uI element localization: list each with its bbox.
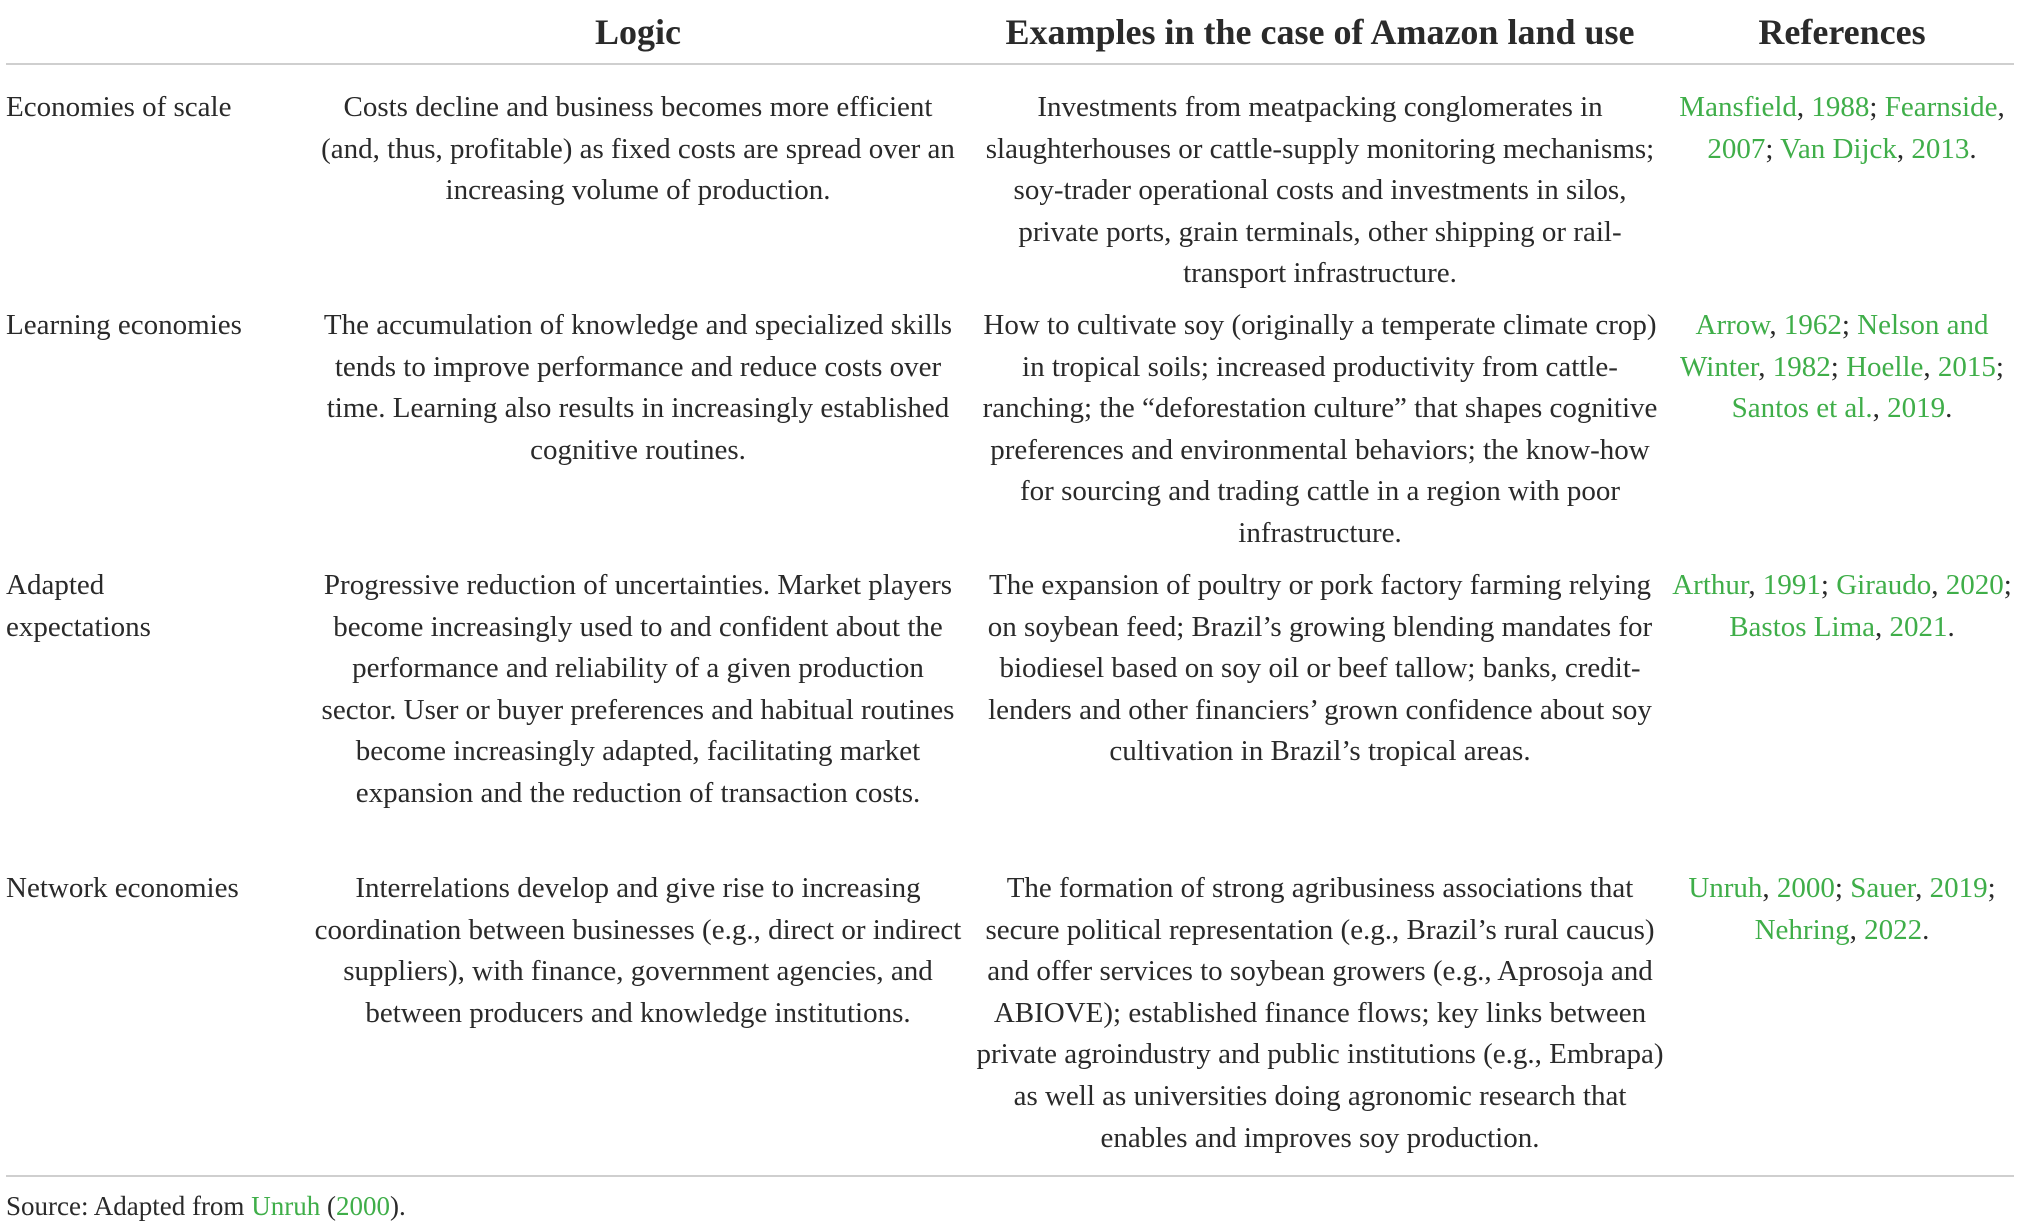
reference-comma: , — [1875, 610, 1890, 643]
reference-comma: , — [1849, 913, 1865, 946]
source-close-paren: ). — [389, 1191, 406, 1221]
row-label: Economies of scale — [6, 91, 232, 123]
logic-cell: Interrelations develop and give rise to increasing coordination between businesses (e.g., direct or indirect suppliers), with finance, government agencies, and between producers and knowledge institutions. — [314, 872, 962, 1029]
reference-separator: ; — [1830, 350, 1839, 383]
reference-year-link[interactable]: 2000 — [1776, 872, 1835, 904]
reference-year-link[interactable]: 2015 — [1937, 350, 1996, 383]
header-logic: Logic — [595, 12, 681, 52]
table-header — [6, 0, 2014, 64]
reference-separator: ; — [1987, 872, 1996, 904]
source-open-paren: ( — [320, 1191, 336, 1221]
reference-comma: , — [1997, 91, 2005, 123]
reference-comma: , — [1758, 350, 1773, 383]
reference-separator: ; — [1869, 91, 1878, 123]
logic-cell: Costs decline and business becomes more efficient (and, thus, profitable) as fixed costs are spread over an increasing volume of production. — [321, 91, 955, 207]
header-examples: Examples in the case of Amazon land use — [1005, 12, 1635, 52]
header-divider — [6, 63, 2014, 65]
reference-year-link[interactable]: 2019 — [1929, 872, 1988, 904]
references-cell — [1670, 565, 2014, 815]
reference-comma: , — [1923, 350, 1938, 383]
reference-year-link[interactable]: 2021 — [1889, 610, 1948, 643]
reference-year-link[interactable]: 1988 — [1811, 91, 1870, 123]
source-note — [6, 1191, 406, 1222]
reference-separator: ; — [2003, 569, 2012, 601]
reference-year-link[interactable]: 1991 — [1762, 569, 1821, 601]
reference-year-link[interactable]: 1962 — [1783, 309, 1842, 341]
table-row — [6, 868, 2014, 1159]
reference-year-link[interactable]: 2022 — [1864, 913, 1923, 946]
references-cell — [1670, 87, 2014, 295]
examples-cell: The formation of strong agribusiness associations that secure political representation (e.g., Brazil’s rural caucus) and offer services to soybean growers (e.g., Aprosoja and ABIOVE); established finance flows; key links between private agroindustry and public institutions (e.g., Embrapa) as well as universities doing agronomic research that enables and improves soy production. — [976, 872, 1664, 1154]
reference-author-link[interactable]: Santos et al. — [1731, 392, 1873, 425]
reference-author-link[interactable]: Nelson and Winter — [1680, 309, 1989, 383]
reference-comma: , — [1915, 872, 1930, 904]
examples-cell: Investments from meatpacking conglomerates in slaughterhouses or cattle-supply monitoring mechanisms; soy-trader operational costs and investments in silos, private ports, grain terminals, other shipping or rail-transport infrastructure. — [985, 91, 1655, 290]
reference-year-link[interactable]: 1982 — [1772, 350, 1831, 383]
reference-separator: . — [1947, 610, 1955, 643]
reference-separator: ; — [1765, 132, 1774, 165]
reference-author-link[interactable]: Arthur — [1672, 569, 1749, 601]
reference-separator: . — [1945, 392, 1953, 425]
reference-separator: ; — [1995, 350, 2004, 383]
logic-cell: Progressive reduction of uncertainties. Market players become increasingly used to and confident about the performance and reliability of a given production sector. User or buyer preferences and habitual routines become increasingly adapted, facilitating market expansion and the reduction of transaction costs. — [321, 569, 955, 809]
reference-year-link[interactable]: 2007 — [1707, 132, 1766, 165]
row-label: Learning economies — [6, 309, 242, 341]
source-prefix: Source: Adapted from — [6, 1191, 252, 1221]
reference-separator: . — [1922, 913, 1930, 946]
footer-divider — [6, 1175, 2014, 1177]
table-row — [6, 87, 2014, 295]
reference-separator: ; — [1841, 309, 1850, 341]
reference-year-link[interactable]: 2013 — [1911, 132, 1970, 165]
reference-author-link[interactable]: Van Dijck — [1780, 132, 1897, 165]
reference-comma: , — [1872, 392, 1888, 425]
reference-year-link[interactable]: 2019 — [1887, 392, 1946, 425]
reference-separator: . — [1969, 132, 1977, 165]
reference-author-link[interactable]: Hoelle — [1846, 350, 1924, 383]
reference-separator: ; — [1820, 569, 1829, 601]
reference-author-link[interactable]: Unruh — [1688, 872, 1763, 904]
source-year-link[interactable]: 2000 — [335, 1191, 390, 1221]
source-author-link[interactable]: Unruh — [251, 1191, 321, 1221]
reference-comma: , — [1762, 872, 1777, 904]
reference-separator: ; — [1834, 872, 1843, 904]
reference-comma: , — [1769, 309, 1784, 341]
reference-author-link[interactable]: Sauer — [1850, 872, 1916, 904]
reference-author-link[interactable]: Mansfield — [1679, 91, 1797, 123]
table-row — [6, 565, 2014, 815]
header-references: References — [1758, 12, 1926, 52]
reference-author-link[interactable]: Arrow — [1695, 309, 1770, 341]
reference-comma: , — [1748, 569, 1763, 601]
examples-cell: The expansion of poultry or pork factory farming relying on soybean feed; Brazil’s growing blending mandates for biodiesel based on soy oil or beef tallow; banks, credit-lenders and other financiers’ grown confidence about soy cultivation in Brazil’s tropical areas. — [987, 569, 1653, 768]
reference-year-link[interactable]: 2020 — [1945, 569, 2004, 601]
reference-author-link[interactable]: Giraudo — [1836, 569, 1932, 601]
references-cell — [1670, 868, 2014, 1159]
table-row — [6, 305, 2014, 555]
reference-author-link[interactable]: Fearnside — [1884, 91, 1998, 123]
reference-author-link[interactable]: Bastos Lima — [1729, 610, 1876, 643]
row-label: Network economies — [6, 872, 239, 904]
examples-cell: How to cultivate soy (originally a temperate climate crop) in tropical soils; increased productivity from cattle-ranching; the “deforestation culture” that shapes cognitive preferences and environmental behaviors; the know-how for sourcing and trading cattle in a region with poor infrastructure. — [982, 309, 1658, 549]
reference-comma: , — [1931, 569, 1946, 601]
reference-author-link[interactable]: Nehring — [1754, 913, 1850, 946]
references-cell — [1670, 305, 2014, 555]
reference-comma: , — [1896, 132, 1912, 165]
reference-comma: , — [1796, 91, 1812, 123]
row-label: Adapted expectations — [6, 569, 151, 643]
logic-cell: The accumulation of knowledge and specialized skills tends to improve performance and reduce costs over time. Learning also results in increasingly established cognitive routines. — [323, 309, 953, 466]
